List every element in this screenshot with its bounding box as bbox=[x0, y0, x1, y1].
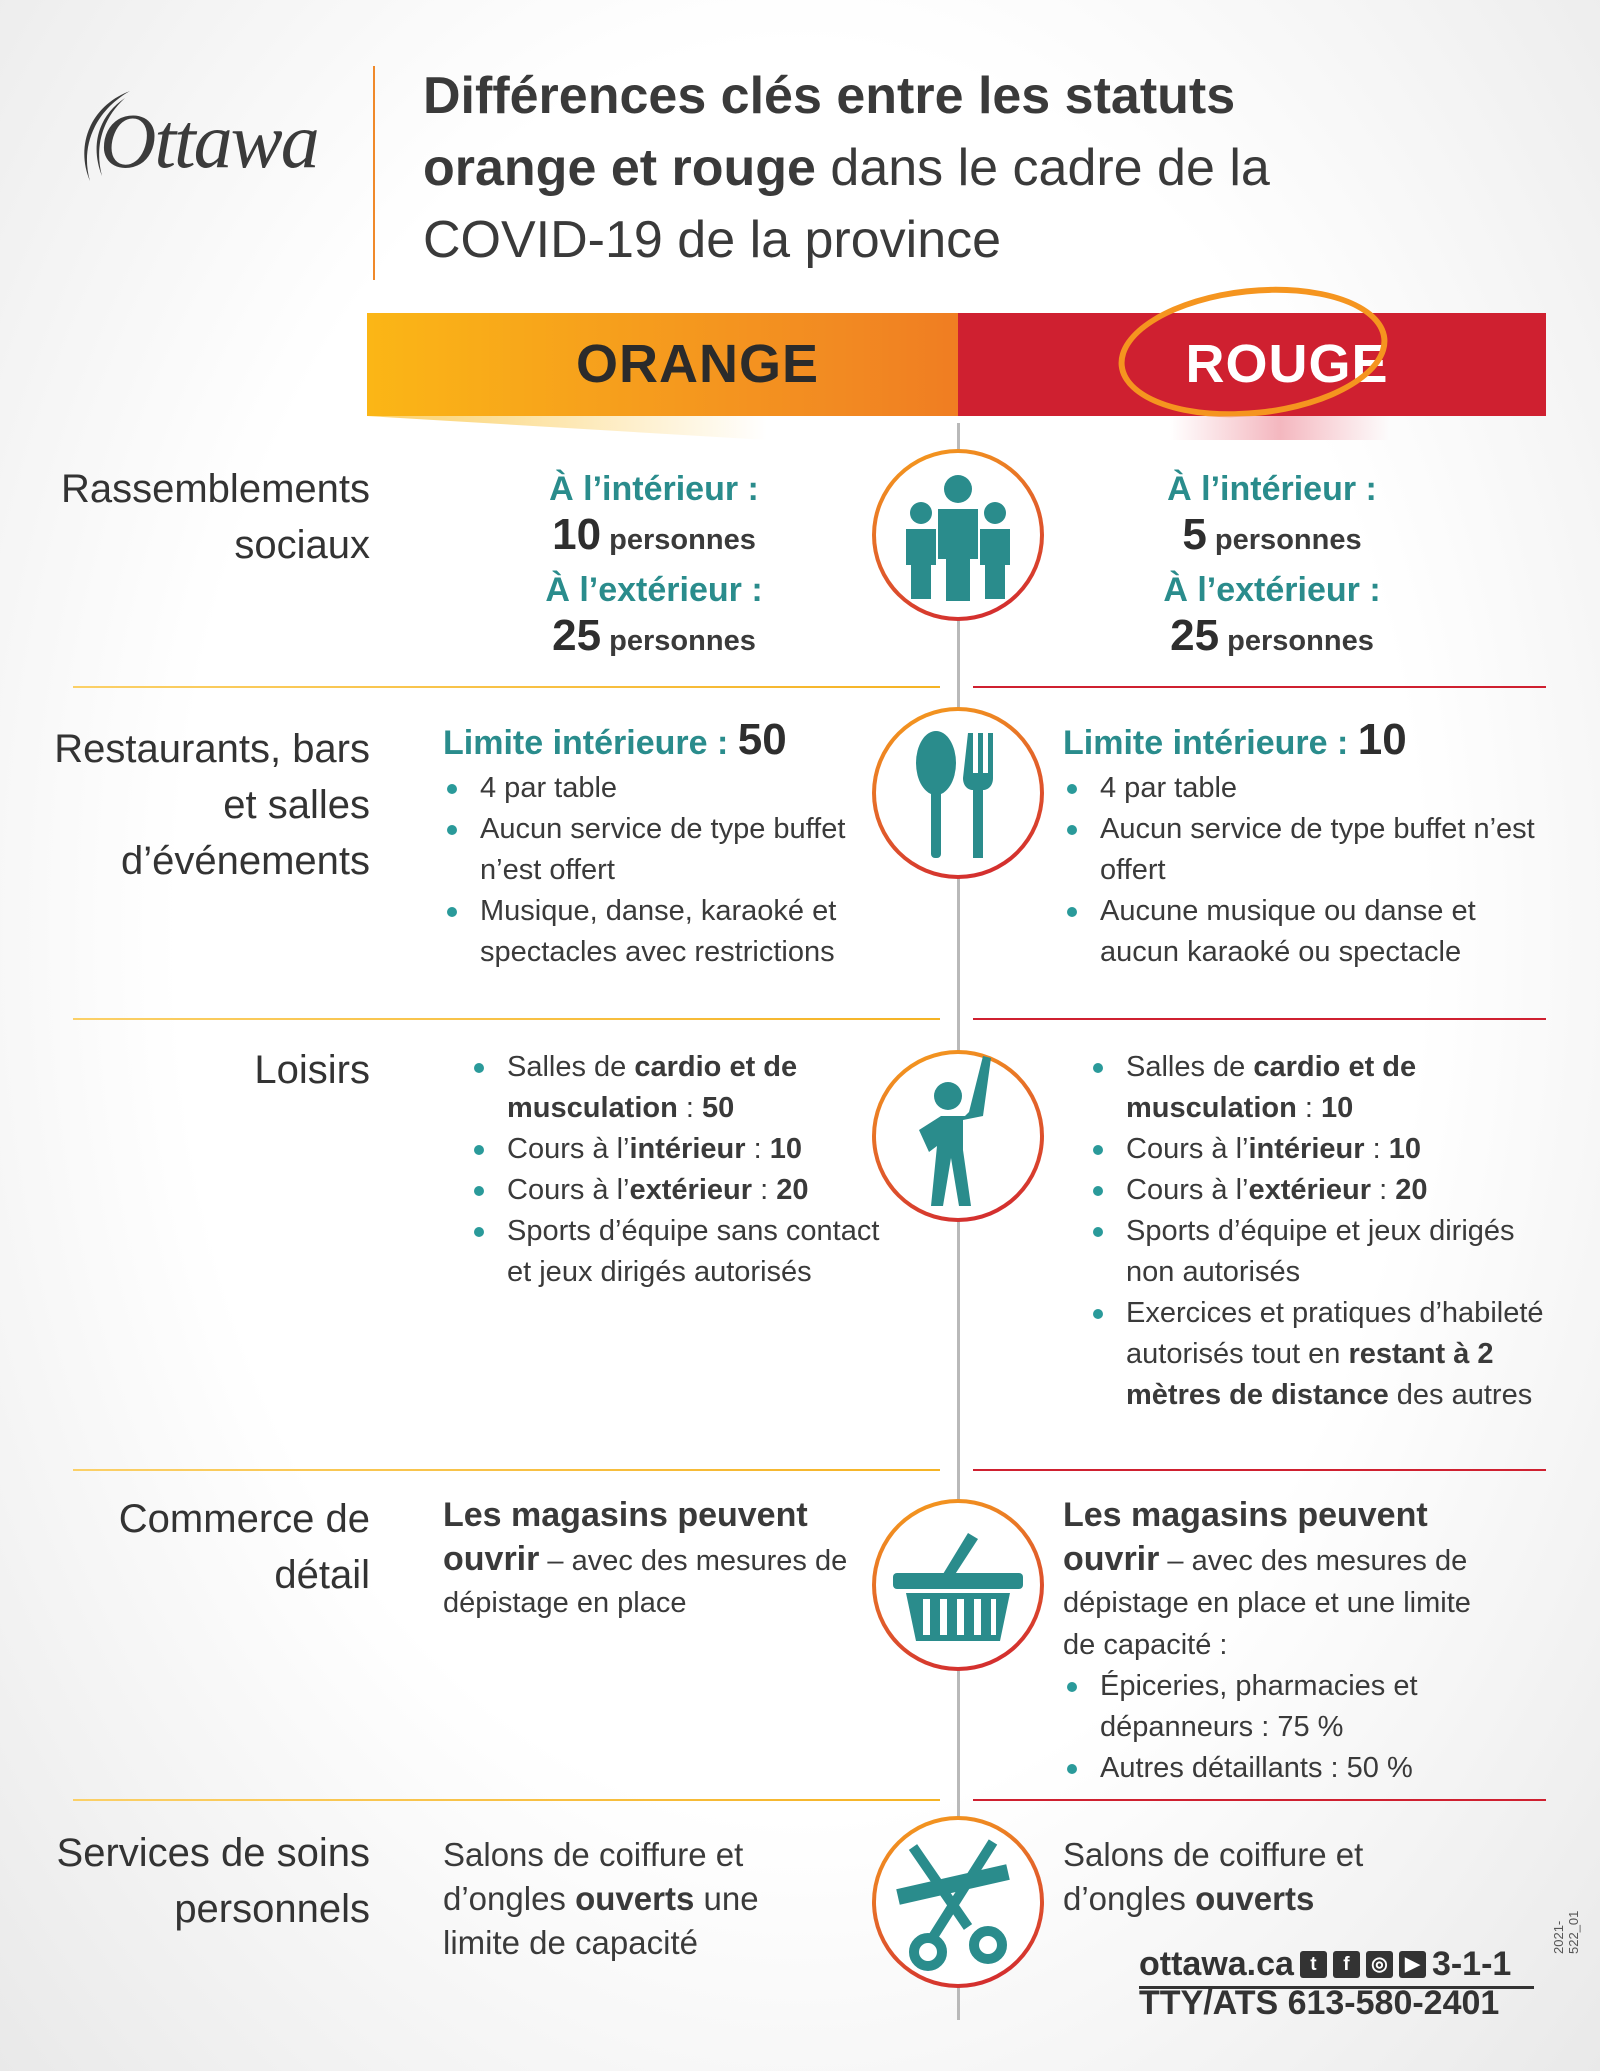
text-segment: À l’intérieur : bbox=[1167, 470, 1377, 508]
rouge-retail bbox=[1063, 1494, 1503, 1789]
title-line-2-bold: orange et rouge bbox=[423, 139, 816, 197]
text-segment: : bbox=[752, 1174, 777, 1206]
text-segment: 10 bbox=[1357, 715, 1407, 764]
category-label: Loisirs bbox=[254, 1048, 370, 1092]
person-exercising-icon-circle bbox=[872, 1050, 1044, 1222]
text-segment: 25 bbox=[552, 611, 602, 660]
text-segment: – avec des mesures de dépistage en place et une limite de capacité : bbox=[1063, 1545, 1471, 1661]
text-segment: Limite intérieure : bbox=[1063, 724, 1358, 762]
title-line-1: Différences clés entre les statuts bbox=[423, 67, 1236, 125]
bullet-item bbox=[443, 809, 913, 891]
text-segment: Cours à l’ bbox=[1126, 1133, 1249, 1165]
tty-number: TTY/ATS 613-580-2401 bbox=[1139, 1984, 1500, 2022]
section-heading bbox=[504, 464, 804, 514]
paragraph bbox=[1063, 1833, 1463, 1921]
bullet-item bbox=[1063, 768, 1553, 809]
rouge-personal-care bbox=[1063, 1833, 1463, 1921]
text-segment: 50 bbox=[737, 715, 787, 764]
shopping-basket-icon-circle bbox=[872, 1499, 1044, 1671]
row-divider-rouge bbox=[973, 686, 1546, 688]
paragraph bbox=[1122, 611, 1422, 662]
text-segment: 10 bbox=[769, 1133, 802, 1165]
text-segment: – avec des mesures de dépistage en place bbox=[443, 1545, 848, 1619]
text-segment: personnes bbox=[1219, 625, 1374, 657]
text-segment: : bbox=[745, 1133, 770, 1165]
text-segment: : bbox=[1296, 1092, 1321, 1124]
rouge-label: ROUGE bbox=[1185, 334, 1389, 394]
text-segment: 10 bbox=[1320, 1092, 1354, 1124]
text-segment: 25 bbox=[1170, 611, 1220, 660]
bullet-item bbox=[1089, 1293, 1559, 1416]
text-segment: ouverts bbox=[1195, 1880, 1315, 1917]
section-heading bbox=[1122, 464, 1422, 514]
paragraph bbox=[1122, 510, 1422, 561]
orange-gatherings bbox=[504, 464, 804, 666]
bullet-item bbox=[1063, 809, 1553, 891]
shopping-basket-icon bbox=[888, 1525, 1028, 1645]
text-segment: Sports d’équipe et jeux dirigés non autorisés bbox=[1126, 1215, 1515, 1288]
text-segment: des autres bbox=[1388, 1379, 1533, 1411]
bullet-item bbox=[470, 1129, 890, 1170]
bullet-item bbox=[1063, 891, 1553, 973]
bullet-item bbox=[470, 1211, 890, 1293]
facebook-icon[interactable]: f bbox=[1333, 1951, 1360, 1978]
title-line-2: dans le cadre de la bbox=[815, 139, 1270, 197]
category-label: Restaurants, bars et salles d’événements bbox=[54, 727, 370, 883]
bullet-item bbox=[1063, 1666, 1503, 1748]
text-segment: extérieur bbox=[629, 1174, 753, 1206]
instagram-icon[interactable]: ◎ bbox=[1366, 1951, 1393, 1978]
text-segment: personnes bbox=[601, 524, 756, 556]
text-segment: intérieur bbox=[1248, 1133, 1365, 1165]
text-segment: 5 bbox=[1182, 510, 1207, 559]
bullet-item bbox=[1089, 1170, 1559, 1211]
text-segment: : bbox=[677, 1092, 702, 1124]
utensils-icon bbox=[898, 723, 1018, 863]
footer-contact bbox=[1139, 1945, 1534, 1989]
orange-banner-shadow bbox=[367, 416, 767, 440]
rouge-leisure bbox=[1089, 1047, 1559, 1416]
row-divider-orange bbox=[73, 1469, 940, 1471]
row-divider-orange bbox=[73, 1799, 940, 1801]
text-segment: À l’extérieur : bbox=[1163, 571, 1381, 609]
phone-number: 3-1-1 bbox=[1431, 1945, 1512, 1983]
section-heading bbox=[1122, 565, 1422, 615]
bullet-item bbox=[443, 768, 913, 809]
text-segment: 4 par table bbox=[480, 772, 618, 804]
text-segment: : bbox=[1364, 1133, 1389, 1165]
bullet-item bbox=[1063, 1748, 1503, 1789]
text-segment: Cours à l’ bbox=[507, 1174, 630, 1206]
orange-banner bbox=[367, 313, 958, 416]
text-segment: Salons de coiffure et d’ongles bbox=[1063, 1836, 1364, 1917]
text-segment: cardio et de musculation bbox=[507, 1051, 798, 1124]
orange-leisure bbox=[470, 1047, 890, 1293]
row-divider-rouge bbox=[973, 1469, 1546, 1471]
rouge-banner-shadow bbox=[1170, 416, 1390, 440]
paragraph bbox=[1063, 1494, 1503, 1666]
text-segment: Limite intérieure : bbox=[443, 724, 738, 762]
category-label: Services de soins personnels bbox=[56, 1831, 370, 1931]
text-segment: Épiceries, pharmacies et dépanneurs : 75 % bbox=[1100, 1670, 1418, 1743]
orange-restaurants bbox=[443, 715, 913, 973]
paragraph bbox=[504, 510, 804, 561]
bullet-item bbox=[1089, 1129, 1559, 1170]
utensils-icon-circle bbox=[872, 707, 1044, 879]
orange-retail bbox=[443, 1494, 863, 1624]
section-heading bbox=[504, 565, 804, 615]
people-icon-circle bbox=[872, 449, 1044, 621]
title-line-3: COVID-19 de la province bbox=[423, 211, 1002, 269]
text-segment: Aucune musique ou danse et aucun karaoké ou spectacle bbox=[1100, 895, 1476, 968]
category-label: Commerce de détail bbox=[118, 1497, 370, 1597]
text-segment: 10 bbox=[552, 510, 602, 559]
text-segment: cardio et de musculation bbox=[1126, 1051, 1417, 1124]
text-segment: Aucun service de type buffet n’est offert bbox=[1100, 813, 1535, 886]
text-segment: une limite de capacité bbox=[443, 1880, 759, 1961]
row-divider-orange bbox=[73, 1018, 940, 1020]
row-divider-orange bbox=[73, 686, 940, 688]
text-segment: restant à 2 mètres de distance bbox=[1126, 1338, 1494, 1411]
youtube-icon[interactable]: ▶ bbox=[1399, 1951, 1426, 1978]
text-segment: Cours à l’ bbox=[1126, 1174, 1249, 1206]
section-heading bbox=[1063, 715, 1553, 768]
twitter-icon[interactable]: t bbox=[1300, 1951, 1327, 1978]
scissors-comb-icon-circle bbox=[872, 1816, 1044, 1988]
text-segment: Sports d’équipe sans contact et jeux dirigés autorisés bbox=[507, 1215, 880, 1288]
orange-label: ORANGE bbox=[575, 334, 819, 394]
people-icon bbox=[888, 465, 1028, 605]
scissors-comb-icon bbox=[883, 1827, 1033, 1977]
text-segment: Salons de coiffure et d’ongles bbox=[443, 1836, 744, 1917]
text-segment: Cours à l’ bbox=[507, 1133, 630, 1165]
paragraph bbox=[504, 611, 804, 662]
text-segment: À l’extérieur : bbox=[545, 571, 763, 609]
text-segment: intérieur bbox=[629, 1133, 746, 1165]
row-divider-rouge bbox=[973, 1799, 1546, 1801]
bullet-item bbox=[470, 1170, 890, 1211]
category-label: Rassemblements sociaux bbox=[60, 467, 370, 567]
person-exercising-icon bbox=[888, 1056, 1028, 1216]
text-segment: À l’intérieur : bbox=[549, 470, 759, 508]
text-segment: ouverts bbox=[575, 1880, 695, 1917]
paragraph bbox=[443, 1494, 863, 1624]
text-segment: Les magasins peuvent ouvrir bbox=[443, 1496, 808, 1578]
bullet-item bbox=[1089, 1211, 1559, 1293]
header-divider bbox=[373, 66, 375, 280]
bullet-item bbox=[470, 1047, 890, 1129]
orange-personal-care bbox=[443, 1833, 843, 1965]
text-segment: Salles de bbox=[507, 1051, 635, 1083]
bullet-item bbox=[1089, 1047, 1559, 1129]
website-link[interactable]: ottawa.ca bbox=[1139, 1945, 1294, 1983]
text-segment: 20 bbox=[776, 1174, 809, 1206]
text-segment: 20 bbox=[1395, 1174, 1428, 1206]
text-segment: extérieur bbox=[1248, 1174, 1372, 1206]
rouge-gatherings bbox=[1122, 464, 1422, 666]
document-id: 2021-522_01 bbox=[1551, 1910, 1581, 1954]
paragraph bbox=[443, 1833, 843, 1965]
text-segment: personnes bbox=[601, 625, 756, 657]
text-segment: personnes bbox=[1206, 524, 1362, 556]
rouge-restaurants bbox=[1063, 715, 1553, 973]
text-segment: 10 bbox=[1388, 1133, 1421, 1165]
section-heading bbox=[443, 715, 913, 768]
text-segment: Musique, danse, karaoké et spectacles avec restrictions bbox=[480, 895, 837, 968]
text-segment: Exercices et pratiques d’habileté autorisés tout en bbox=[1126, 1297, 1544, 1370]
text-segment: Salles de bbox=[1126, 1051, 1254, 1083]
text-segment: Aucun service de type buffet n’est offert bbox=[480, 813, 846, 886]
bullet-item bbox=[443, 891, 913, 973]
text-segment: Autres détaillants : 50 % bbox=[1100, 1752, 1413, 1784]
page-title bbox=[423, 60, 1523, 276]
row-divider-rouge bbox=[973, 1018, 1546, 1020]
ottawa-logo bbox=[70, 86, 340, 201]
text-segment: Les magasins peuvent ouvrir bbox=[1063, 1496, 1428, 1578]
text-segment: 4 par table bbox=[1100, 772, 1238, 804]
logo-text: Ottawa bbox=[100, 97, 318, 184]
text-segment: : bbox=[1371, 1174, 1396, 1206]
text-segment: 50 bbox=[701, 1092, 735, 1124]
